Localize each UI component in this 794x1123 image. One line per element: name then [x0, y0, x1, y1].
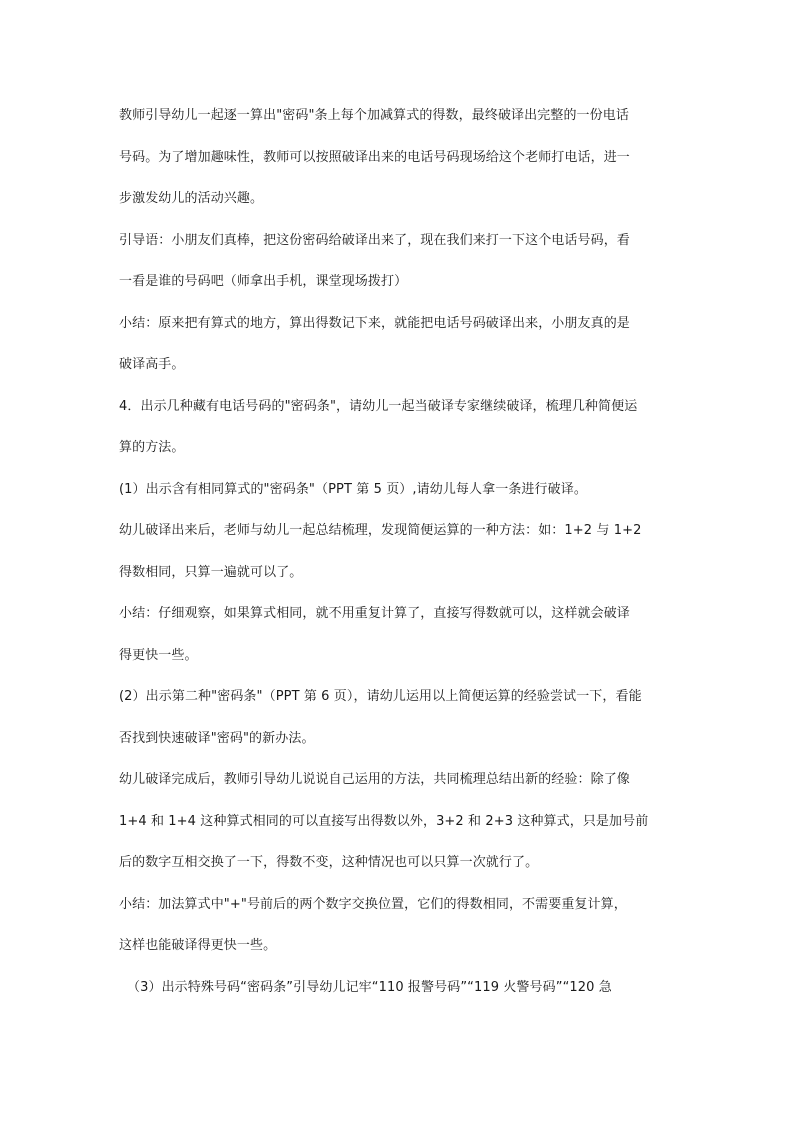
text-line: 号码。为了增加趣味性，教师可以按照破译出来的电话号码现场给这个老师打电话，进一 [119, 149, 630, 165]
text-line: 步激发幼儿的活动兴趣。 [119, 191, 264, 206]
text-line: （3）出示特殊号码“密码条”引导幼儿记牢“110 报警号码”“119 火警号码”“120 急 [127, 979, 612, 995]
text-line: 幼儿破译完成后，教师引导幼儿说说自己运用的方法，共同梳理总结出新的经验：除了像 [119, 772, 630, 787]
text-line: 教师引导幼儿一起逐一算出"密码"条上每个加减算式的得数，最终破译出完整的一份电话 [119, 108, 629, 123]
text-line: 得更快一些。 [119, 647, 198, 663]
text-line: 4．出示几种藏有电话号码的"密码条"，请幼儿一起当破译专家继续破译，梳理几种简便运 [119, 398, 638, 414]
text-line: 这样也能破译得更快一些。 [119, 938, 277, 953]
text-line: (1）出示含有相同算式的"密码条"（PPT 第 5 页）,请幼儿每人拿一条进行破译。 [119, 481, 587, 497]
text-line: 1+4 和 1+4 这种算式相同的可以直接写出得数以外，3+2 和 2+3 这种算式，只是加号前 [119, 813, 649, 829]
text-line: 小结：原来把有算式的地方，算出得数记下来，就能把电话号码破译出来，小朋友真的是 [119, 315, 630, 331]
text-line: 幼儿破译出来后，老师与幼儿一起总结梳理，发现简便运算的一种方法：如：1+2 与 1+2 [119, 523, 642, 538]
text-line: 否找到快速破译"密码"的新办法。 [119, 730, 315, 746]
text-line: 引导语：小朋友们真棒，把这份密码给破译出来了，现在我们来打一下这个电话号码，看 [119, 232, 630, 248]
text-line: (2）出示第二种"密码条"（PPT 第 6 页），请幼儿运用以上简便运算的经验尝试一下，看能 [119, 689, 642, 704]
text-line: 一看是谁的号码吧（师拿出手机，课堂现场拨打） [119, 274, 408, 289]
text-line: 后的数字互相交换了一下，得数不变，这种情况也可以只算一次就行了。 [119, 855, 539, 870]
document-body [119, 101, 675, 1014]
text-line: 得数相同，只算一遍就可以了。 [119, 564, 303, 580]
text-line: 破译高手。 [119, 357, 185, 372]
text-line: 小结：加法算式中"+"号前后的两个数字交换位置，它们的得数相同，不需要重复计算， [119, 896, 627, 912]
text-line: 小结：仔细观察，如果算式相同，就不用重复计算了，直接写得数就可以，这样就会破译 [119, 606, 630, 621]
text-line: 算的方法。 [119, 440, 185, 455]
